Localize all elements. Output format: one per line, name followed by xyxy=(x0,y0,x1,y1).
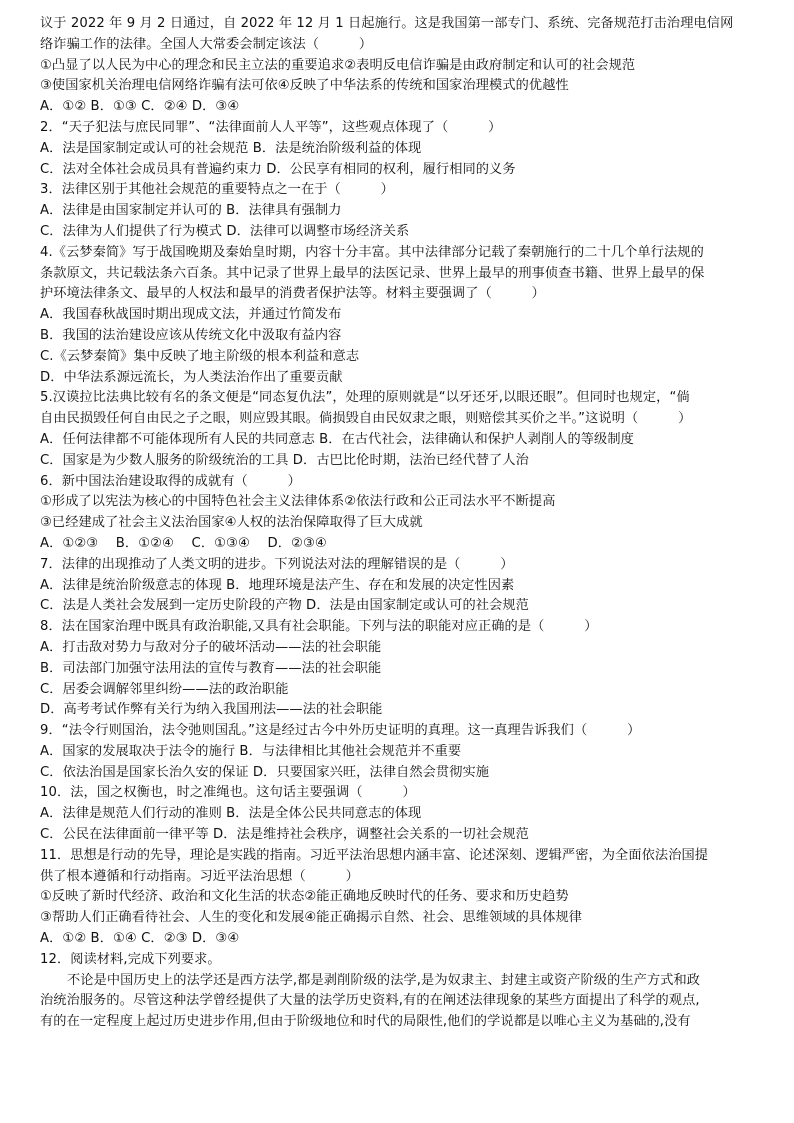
text-line: ③使国家机关治理电信网络诈骗有法可依④反映了中华法系的传统和国家治理模式的优越性 xyxy=(40,78,569,94)
text-line: 10．法，国之权衡也，时之准绳也。这句话主要强调（ ） xyxy=(40,785,416,801)
text-line: A．①② B．①④ C．②③ D．③④ xyxy=(40,931,240,947)
text-line: C.《云梦秦简》集中反映了地主阶级的根本利益和意志 xyxy=(40,348,360,364)
text-line: C．依法治国是国家长治久安的保证 D．只要国家兴旺，法律自然会贯彻实施 xyxy=(40,764,490,780)
text-line: 自由民损毁任何自由民之子之眼，则应毁其眼。倘损毁自由民奴隶之眼，则赔偿其买价之半。”这说明（ ） xyxy=(40,411,692,427)
text-line: C．法对全体社会成员具有普遍约束力 D．公民享有相同的权利，履行相同的义务 xyxy=(40,161,516,177)
text-line: ①反映了新时代经济、政治和文化生活的状态②能正确地反映时代的任务、要求和历史趋势 xyxy=(40,889,569,905)
text-line: 9．“法令行则国治，法令弛则国乱。”这是经过古今中外历史证明的真理。这一真理告诉我们（ ） xyxy=(40,723,641,739)
text-line: ①凸显了以人民为中心的理念和民主立法的重要追求②表明反电信诈骗是由政府制定和认可的社会规范 xyxy=(40,57,636,73)
text-line: 8．法在国家治理中既具有政治职能,又具有社会职能。下列与法的职能对应正确的是（ ） xyxy=(40,619,598,635)
text-line: 供了根本遵循和行动指南。习近平法治思想（ ） xyxy=(40,868,359,884)
text-line: A．任何法律都不可能体现所有人民的共同意志 B．在古代社会，法律确认和保护人剥削人的等级制度 xyxy=(40,431,634,447)
text-line: 6．新中国法治建设取得的成就有（ ） xyxy=(40,473,301,489)
text-line: D．中华法系源远流长，为人类法治作出了重要贡献 xyxy=(40,369,343,385)
text-line: 不论是中国历史上的法学还是西方法学,都是剥削阶级的法学,是为奴隶主、封建主或资产阶级的生产方式和政 xyxy=(67,972,701,988)
text-line: 护环境法律条文、最早的人权法和最早的消费者保护法等。材料主要强调了（ ） xyxy=(40,286,545,302)
text-line: A．法律是规范人们行动的准则 B．法是全体公民共同意志的体现 xyxy=(40,806,422,822)
text-line: ①形成了以宪法为核心的中国特色社会主义法律体系②依法行政和公正司法水平不断提高 xyxy=(40,494,556,510)
text-line: A．我国春秋战国时期出现成文法，并通过竹简发布 xyxy=(40,307,342,323)
text-line: 11．思想是行动的先导，理论是实践的指南。习近平法治思想内涵丰富、论述深刻、逻辑严密，为全面依法治国提 xyxy=(40,847,709,863)
text-line: 2．“天子犯法与庶民同罪”、“法律面前人人平等”，这些观点体现了（ ） xyxy=(40,119,502,135)
text-line: A．法律是由国家制定并认可的 B．法律具有强制力 xyxy=(40,203,342,219)
text-line: A．国家的发展取决于法令的施行 B．与法律相比其他社会规范并不重要 xyxy=(40,743,462,759)
text-line: 5.汉谟拉比法典比较有名的条文便是“同态复仇法”，处理的原则就是“以牙还牙,以眼还眼”。但同时也规定，“倘 xyxy=(40,390,690,406)
text-line: C．法是人类社会发展到一定历史阶段的产物 D．法是由国家制定或认可的社会规范 xyxy=(40,598,529,614)
text-line: 议于 2022 年 9 月 2 日通过，自 2022 年 12 月 1 日起施行。这是我国第一部专门、系统、完备规范打击治理电信网 xyxy=(40,16,734,31)
text-line: 3．法律区别于其他社会规范的重要特点之一在于（ ） xyxy=(40,182,394,198)
text-line: 7．法律的出现推动了人类文明的进步。下列说法对法的理解错误的是（ ） xyxy=(40,556,514,572)
text-line: 条款原文，共记载法条六百条。其中记录了世界上最早的法医记录、世界上最早的刑事侦查书籍、世界上最早的保 xyxy=(40,265,705,281)
text-line: ③已经建成了社会主义法治国家④人权的法治保障取得了巨大成就 xyxy=(40,515,423,531)
text-line: A．法律是统治阶级意志的体现 B．地理环境是法产生、存在和发展的决定性因素 xyxy=(40,577,515,593)
text-line: D．高考考试作弊有关行为纳入我国刑法——法的社会职能 xyxy=(40,702,383,718)
text-line: 络诈骗工作的法律。全国人大常委会制定该法（ ） xyxy=(40,36,373,52)
text-line: 有的在一定程度上起过历史进步作用,但由于阶级地位和时代的局限性,他们的学说都是以唯心主义为基础的,没有 xyxy=(40,1014,691,1030)
text-line: ③帮助人们正确看待社会、人生的变化和发展④能正确揭示自然、社会、思维领域的具体规律 xyxy=(40,910,583,926)
text-line: C．法律为人们提供了行为模式 D．法律可以调整市场经济关系 xyxy=(40,223,410,239)
text-line: A．法是国家制定或认可的社会规范 B．法是统治阶级利益的体现 xyxy=(40,140,422,156)
text-line: 4.《云梦秦简》写于战国晚期及秦始皇时期，内容十分丰富。其中法律部分记载了秦朝施行的二十几个单行法规的 xyxy=(40,244,704,260)
text-line: C．国家是为少数人服务的阶级统治的工具 D．古巴比伦时期，法治已经代替了人治 xyxy=(40,452,529,468)
text-line: B．司法部门加强守法用法的宣传与教育——法的社会职能 xyxy=(40,660,382,676)
text-line: 治统治服务的。尽管这种法学曾经提供了大量的法学历史资料,有的在阐述法律现象的某些方面提出了科学的观点, xyxy=(40,993,700,1009)
text-line: A．打击敌对势力与敌对分子的破坏活动——法的社会职能 xyxy=(40,639,382,655)
text-line: A．①② B．①③ C．②④ D．③④ xyxy=(40,99,240,115)
text-line: 12．阅读材料,完成下列要求。 xyxy=(40,951,221,967)
text-line: C．居委会调解邻里纠纷——法的政治职能 xyxy=(40,681,289,697)
text-line: A．①②③ B．①②④ C．①③④ D．②③④ xyxy=(40,535,327,551)
text-line: B．我国的法治建设应该从传统文化中汲取有益内容 xyxy=(40,327,342,343)
text-line: C．公民在法律面前一律平等 D．法是维持社会秩序，调整社会关系的一切社会规范 xyxy=(40,827,529,843)
